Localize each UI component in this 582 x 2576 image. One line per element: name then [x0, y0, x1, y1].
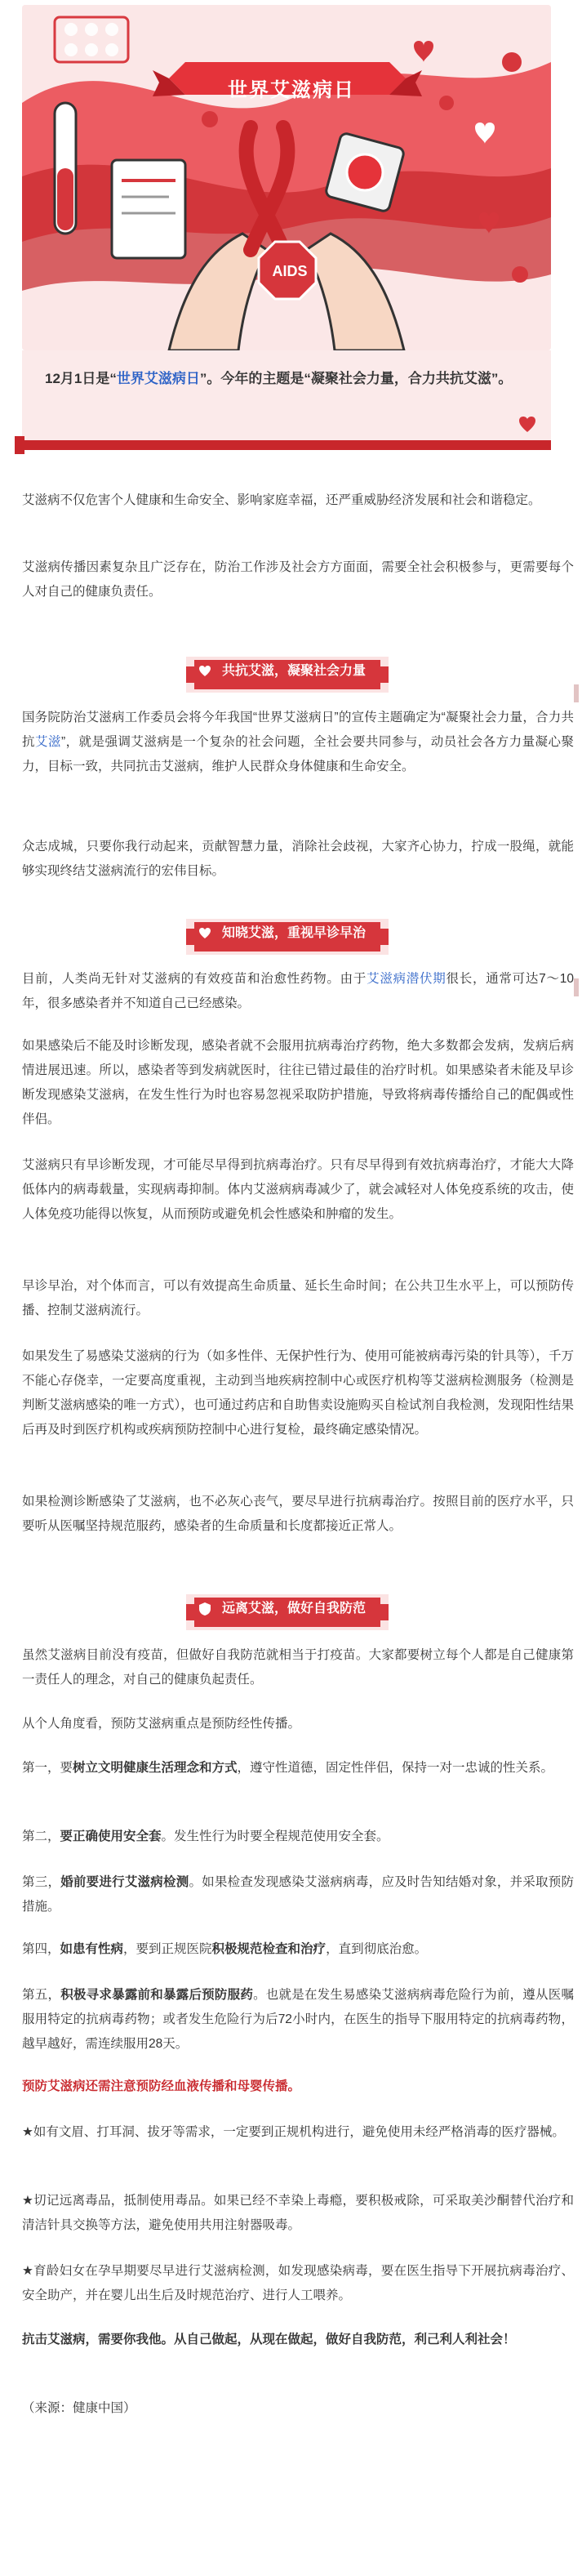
- star-item-1: ★如有文眉、打耳洞、拔牙等需求，一定要到正规机构进行，避免使用未经严格消毒的医疗器械。: [22, 2125, 565, 2139]
- section-banner-2: [186, 919, 389, 955]
- section-2-paragraph-2: 如果感染后不能及时诊断发现，感染者就不会服用抗病毒治疗药物，绝大多数都会发病，发病后病情进展迅速。所以，感染者等到发病就医时，往往已错过最佳的治疗时机。如果感染者未能及早诊断发现感染艾滋病，在发生性行为时也容易忽视采取防护措施，导致将病毒传播给自己的配偶或性伴侣。: [22, 1039, 574, 1126]
- heart-icon: [518, 416, 536, 434]
- caption-text: [45, 367, 535, 391]
- text-run: 第一，要: [22, 1761, 73, 1775]
- text-run: 目前，人类尚无针对艾滋病的有效疫苗和治愈性药物。由于: [22, 972, 367, 986]
- bold-run: 积极寻求暴露前和暴露后预防服药: [60, 1988, 254, 2002]
- text-run: 很长，通常可达7～10年，很多感染者并不知道自己已经感染。: [22, 972, 574, 1010]
- link-incubation-period[interactable]: 艾滋病潜伏期: [367, 972, 446, 986]
- bold-run: 婚前要进行艾滋病检测: [60, 1875, 189, 1889]
- section-2-paragraph-6: 如果检测诊断感染了艾滋病，也不必灰心丧气，要尽早进行抗病毒治疗。按照目前的医疗水平，只要听从医嘱坚持规范服药，感染者的生命质量和长度都接近正常人。: [22, 1495, 574, 1533]
- intro-paragraph-1: 艾滋病不仅危害个人健康和生命安全、影响家庭幸福，还严重威胁经济发展和社会和谐稳定。: [22, 493, 541, 507]
- link-aids[interactable]: 艾滋: [34, 735, 61, 749]
- text-run: 第三，: [22, 1875, 61, 1889]
- text-run: 。发生性行为时要全程规范使用安全套。: [161, 1829, 389, 1843]
- aids-sign-label: AIDS: [272, 263, 308, 279]
- section-banner-1: [186, 657, 389, 693]
- text-run: 第二，: [22, 1829, 60, 1843]
- section-1-title: 共抗艾滋，凝聚社会力量: [222, 664, 367, 678]
- caption-pre: 12月1日是“: [45, 371, 117, 386]
- section-2-paragraph-3: 艾滋病只有早诊断发现，才可能尽早得到抗病毒治疗。只有尽早得到有效抗病毒治疗，才能大大降低体内的病毒载量，实现病毒抑制。体内艾滋病病毒减少了，就会减轻对人体免疫系统的攻击，使人体免疫功能得以恢复，从而预防或避免机会性感染和肿瘤的发生。: [22, 1158, 574, 1221]
- scroll-marker: [574, 684, 579, 702]
- star-item-2: ★切记远离毒品，抵制使用毒品。如果已经不幸染上毒瘾，要积极戒除，可采取美沙酮替代治疗和清洁针具交换等方法，避免使用共用注射器吸毒。: [22, 2194, 574, 2232]
- shield-icon: [198, 1602, 212, 1616]
- bold-run: 抗击艾滋病，需要你我他。从自己做起，从现在做起，做好自我防范，利己利人利社会！: [22, 2333, 516, 2346]
- caption-box: [22, 350, 551, 440]
- bold-run: 如患有性病: [60, 1942, 124, 1956]
- bold-run: 积极规范检查和治疗: [211, 1942, 327, 1956]
- star-item-3: ★育龄妇女在孕早期要尽早进行艾滋病检测，如发现感染病毒，要在医生指导下开展抗病毒治疗、安全助产，并在婴儿出生后及时规范治疗、进行人工喂养。: [22, 2264, 574, 2302]
- section-2-paragraph-1: [22, 967, 574, 1016]
- section-2-title: 知晓艾滋，重视早诊早治: [222, 926, 367, 940]
- text-run: 。也就是在发生易感染艾滋病病毒危险行为前，遵从医嘱服用特定的抗病毒药物；或者发生危险行为后72小时内，在医生的指导下服用特定的抗病毒药物，越早越好，需连续服用28天。: [22, 1988, 574, 2051]
- section-2-paragraph-5: 如果发生了易感染艾滋病的行为（如多性伴、无保护性行为、使用可能被病毒污染的针具等），千万不能心存侥幸，一定要高度重视，主动到当地疾病控制中心或医疗机构等艾滋病检测服务（检测是判断艾滋病感染的唯一方式），也可通过药店和自助售卖设施购买自检试剂自我检测，发现阳性结果后再及时到医疗机构或疾病预防控制中心进行复检，最终确定感染情况。: [22, 1349, 574, 1437]
- scroll-marker: [574, 978, 579, 996]
- prevention-item-4: [22, 1937, 574, 1962]
- heart-icon: [198, 926, 212, 941]
- source-note: （来源：健康中国）: [22, 2401, 136, 2415]
- caption-post: ”。今年的主题是“凝聚社会力量，合力共抗艾滋”。: [199, 371, 513, 386]
- text-run: 。如果检查发现感染艾滋病病毒，应及时告知结婚对象，并采取预防措施。: [22, 1875, 574, 1914]
- text-run: 第五，: [22, 1988, 61, 2002]
- red-highlight-text: 预防艾滋病还需注意预防经血液传播和母婴传播。: [22, 2079, 301, 2093]
- caption-link-world-aids-day[interactable]: 世界艾滋病日: [116, 371, 200, 386]
- caption-bar-accent: [15, 436, 24, 454]
- prevention-item-1: [22, 1756, 574, 1780]
- intro-paragraph-2: 艾滋病传播因素复杂且广泛存在，防治工作涉及社会方方面面，需要全社会积极参与，更需要每个人对自己的健康负责任。: [22, 560, 574, 599]
- hero-title: 世界艾滋病日: [228, 79, 355, 101]
- blood-mother-child-note: [22, 2075, 574, 2099]
- text-run: ，遵守性道德，固定性伴侣，保持一对一忠诚的性关系。: [237, 1761, 554, 1775]
- hero-artwork: [22, 5, 551, 350]
- text-run: ”，就是强调艾滋病是一个复杂的社会问题，全社会要共同参与，动员社会各方力量凝心聚力，目标一致，共同抗击艾滋病，维护人民群众身体健康和生命安全。: [22, 735, 574, 773]
- section-3-paragraph-1: 虽然艾滋病目前没有疫苗，但做好自我防范就相当于打疫苗。大家都要树立每个人都是自己健康第一责任人的理念，对自己的健康负起责任。: [22, 1648, 574, 1687]
- hero-illustration: [22, 5, 551, 350]
- closing-statement: [22, 2328, 574, 2352]
- text-run: 国务院防治艾滋病工作委员会将今年我国“世界艾滋病日”的宣传主题确定为“凝聚社会力量，合力共抗: [22, 711, 574, 749]
- section-3-title: 远离艾滋，做好自我防范: [222, 1602, 367, 1616]
- bold-run: 要正确使用安全套: [60, 1829, 162, 1843]
- section-3-paragraph-2: 从个人角度看，预防艾滋病重点是预防经性传播。: [22, 1717, 301, 1731]
- text-run: 第四，: [22, 1942, 60, 1956]
- prevention-item-2: [22, 1825, 574, 1849]
- caption-bottom-bar: [22, 440, 551, 450]
- bold-run: 树立文明健康生活理念和方式: [73, 1761, 238, 1775]
- section-1-paragraph-2: 众志成城，只要你我行动起来，贡献智慧力量，消除社会歧视，大家齐心协力，拧成一股绳，就能够实现终结艾滋病流行的宏伟目标。: [22, 840, 574, 878]
- text-run: ，直到彻底治愈。: [326, 1942, 428, 1956]
- text-run: ，要到正规医院: [123, 1942, 212, 1956]
- hand-heart-icon: [198, 664, 212, 679]
- prevention-item-3: [22, 1870, 574, 1919]
- prevention-item-5: [22, 1983, 574, 2057]
- section-1-paragraph-1: [22, 706, 574, 779]
- section-banner-3: [186, 1594, 389, 1630]
- section-2-paragraph-4: 早诊早治，对个体而言，可以有效提高生命质量、延长生命时间；在公共卫生水平上，可以预防传播、控制艾滋病流行。: [22, 1279, 574, 1317]
